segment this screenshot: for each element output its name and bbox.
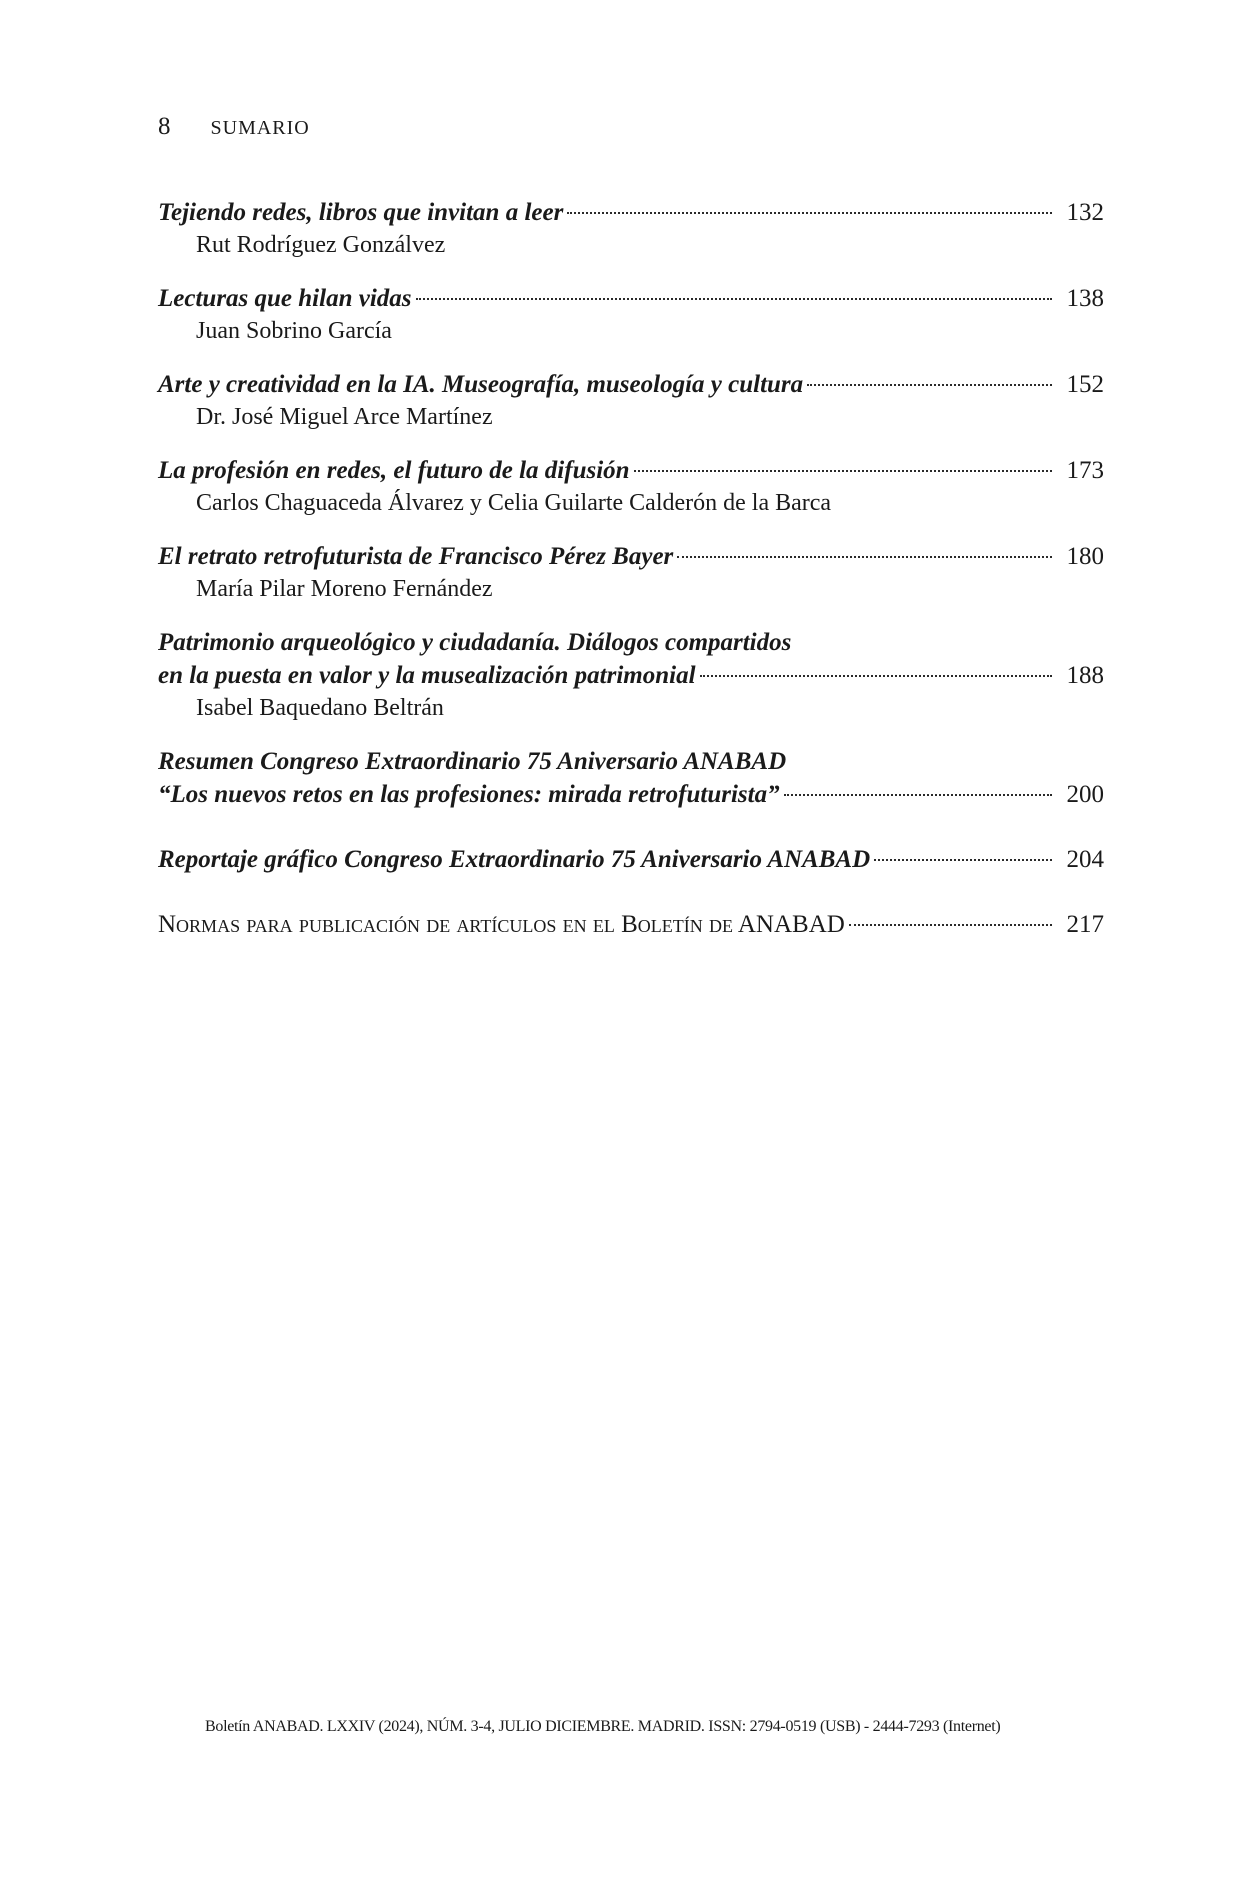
toc-title-line [158, 659, 1104, 692]
dot-leader [634, 470, 1052, 472]
toc-title-line [158, 778, 1104, 811]
toc-entry[interactable] [158, 908, 1104, 941]
entry-title: La profesión en redes, el futuro de la difusión [158, 457, 630, 484]
toc-entry[interactable] [158, 745, 1104, 811]
entry-author: Carlos Chaguaceda Álvarez y Celia Guilarte Calderón de la Barca [196, 490, 832, 516]
toc-title-line [158, 540, 1104, 573]
toc-entry[interactable] [158, 843, 1104, 876]
entry-page-number: 173 [1066, 457, 1104, 484]
toc-title-line [158, 843, 1104, 876]
table-of-contents [158, 196, 1104, 961]
toc-entry[interactable] [158, 196, 1104, 262]
toc-title-line [158, 282, 1104, 315]
running-header [158, 113, 310, 141]
toc-title-line [158, 368, 1104, 401]
entry-page-number: 217 [1066, 911, 1104, 938]
toc-title-line [158, 626, 1104, 659]
entry-page-number: 152 [1066, 371, 1104, 398]
entry-page-number: 200 [1066, 781, 1104, 808]
dot-leader [416, 298, 1053, 300]
toc-entry[interactable] [158, 282, 1104, 348]
entry-page-number: 138 [1066, 285, 1104, 312]
entry-title: Patrimonio arqueológico y ciudadanía. Diálogos compartidos [158, 629, 792, 656]
toc-entry[interactable] [158, 454, 1104, 520]
toc-title-line [158, 454, 1104, 487]
toc-entry[interactable] [158, 540, 1104, 606]
entry-title: Arte y creatividad en la IA. Museografía, museología y cultura [158, 371, 804, 398]
entry-author: Isabel Baquedano Beltrán [196, 695, 444, 721]
entry-page-number: 204 [1066, 846, 1104, 873]
entry-author: Rut Rodríguez Gonzálvez [196, 232, 446, 258]
toc-title-line [158, 196, 1104, 229]
entry-page-number: 132 [1066, 199, 1104, 226]
dot-leader [677, 556, 1052, 558]
toc-entry[interactable] [158, 626, 1104, 725]
entry-page-number: 180 [1066, 543, 1104, 570]
toc-entry[interactable] [158, 368, 1104, 434]
entry-page-number: 188 [1066, 662, 1104, 689]
dot-leader [849, 924, 1052, 926]
dot-leader [700, 675, 1052, 677]
dot-leader [784, 794, 1052, 796]
entry-title: Lecturas que hilan vidas [158, 285, 412, 312]
entry-title: Normas para publicación de artículos en el Boletín de ANABAD [158, 911, 845, 938]
journal-citation-footer: Boletín ANABAD. LXXIV (2024), NÚM. 3-4, JULIO DICIEMBRE. MADRID. ISSN: 2794-0519 (USB) - 2444-7293 (Internet) [205, 1718, 1001, 1735]
entry-title-continued: “Los nuevos retos en las profesiones: mirada retrofuturista” [158, 781, 780, 808]
section-title: SUMARIO [210, 117, 310, 139]
dot-leader [874, 859, 1052, 861]
entry-title: Resumen Congreso Extraordinario 75 Aniversario ANABAD [158, 748, 787, 775]
toc-title-line [158, 908, 1104, 941]
entry-title: Reportaje gráfico Congreso Extraordinario 75 Aniversario ANABAD [158, 846, 871, 873]
entry-title-continued: en la puesta en valor y la musealización patrimonial [158, 662, 696, 689]
entry-author: Dr. José Miguel Arce Martínez [196, 404, 493, 430]
entry-author: María Pilar Moreno Fernández [196, 576, 493, 602]
toc-title-line [158, 745, 1104, 778]
entry-author: Juan Sobrino García [196, 318, 392, 344]
dot-leader [567, 212, 1052, 214]
entry-title: El retrato retrofuturista de Francisco Pérez Bayer [158, 543, 674, 570]
entry-title: Tejiendo redes, libros que invitan a leer [158, 199, 564, 226]
page-number: 8 [158, 113, 171, 140]
dot-leader [807, 384, 1052, 386]
